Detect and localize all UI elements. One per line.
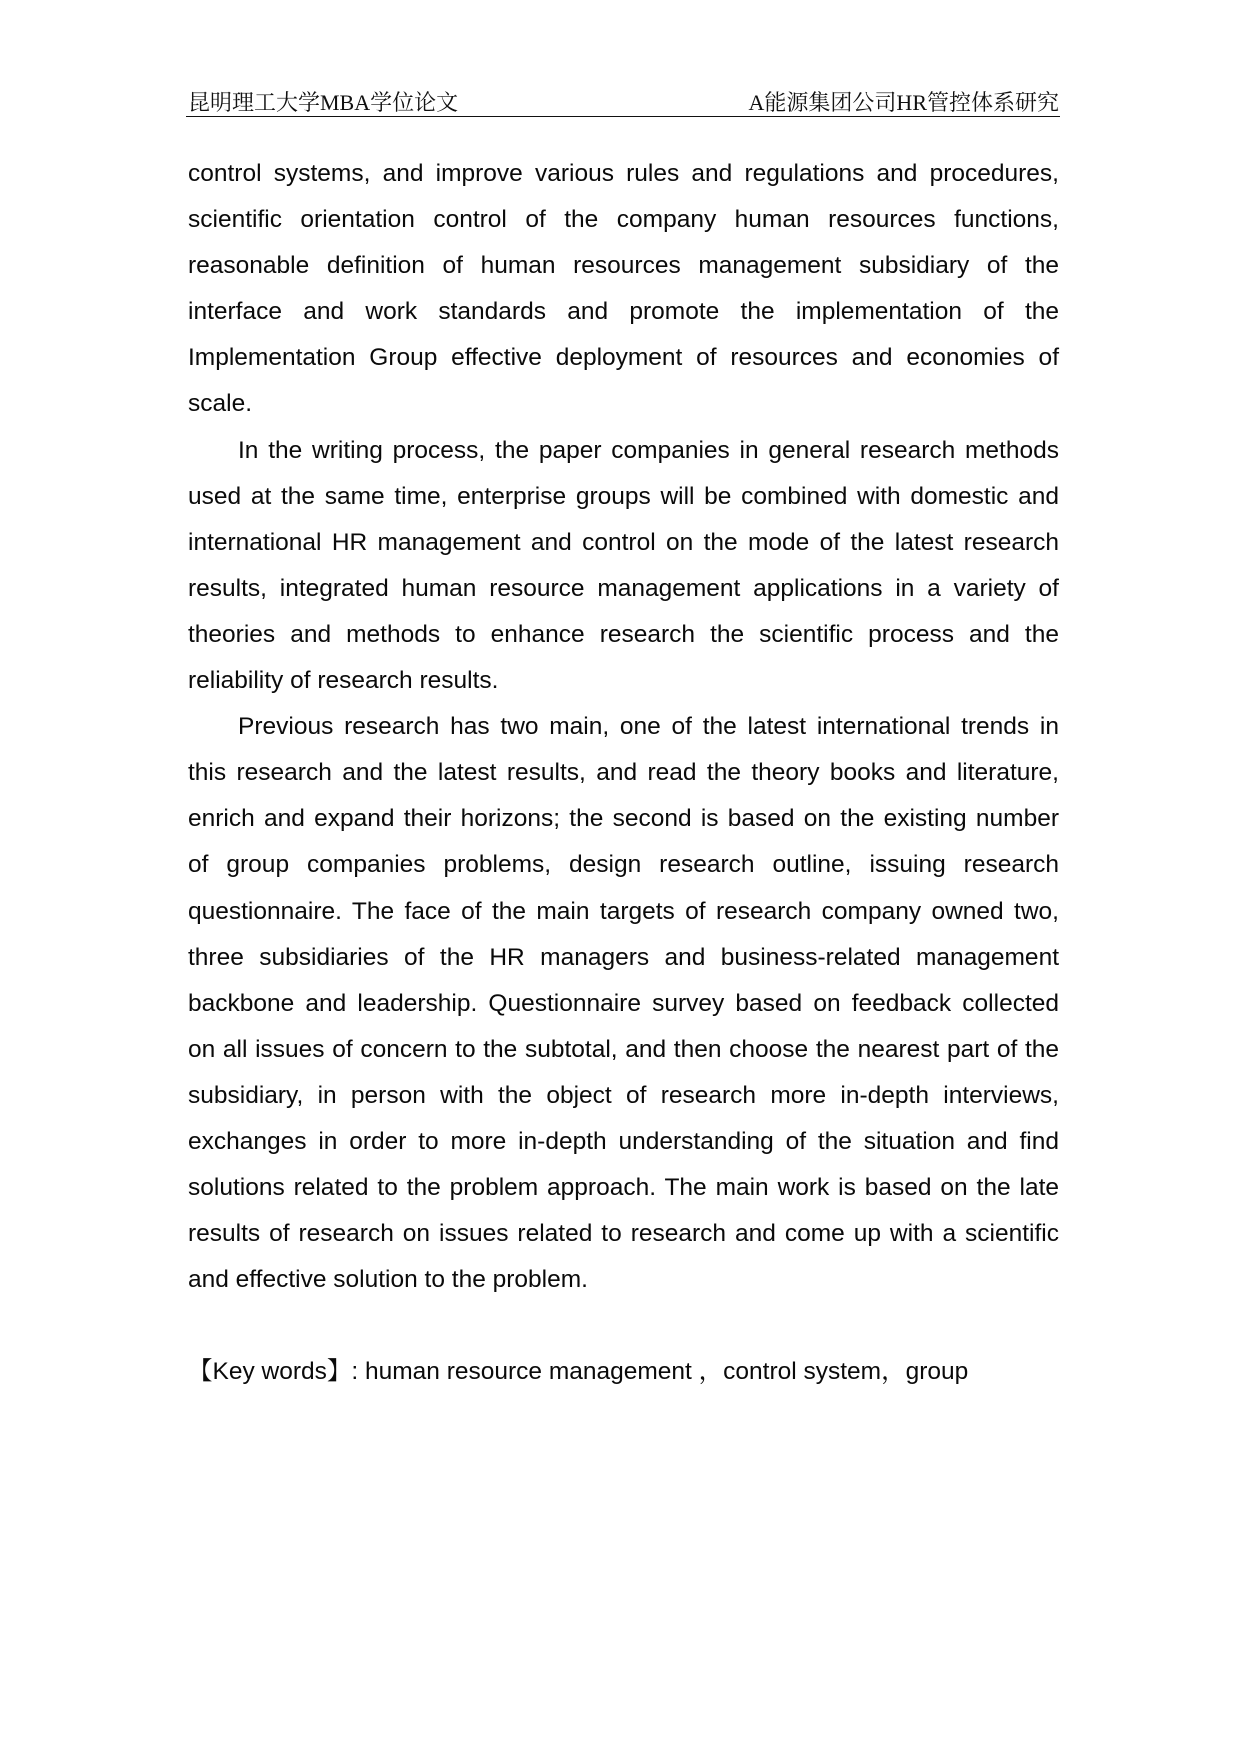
text-line: In the writing process, the paper companies in general research methods: [238, 436, 1059, 464]
text-line: control systems, and improve various rules and regulations and procedures,: [188, 160, 1059, 187]
text-line: this research and the latest results, and read the theory books and literature,: [188, 759, 1059, 787]
running-header: [186, 88, 1060, 116]
text-line: reasonable definition of human resources management subsidiary of the: [188, 252, 1059, 280]
header-rule: [186, 116, 1060, 117]
text-line: international HR management and control on the mode of the latest research: [188, 528, 1059, 556]
keywords-label: 【Key words】:: [188, 1358, 359, 1386]
text-line: results, integrated human resource management applications in a variety of: [188, 574, 1059, 602]
keywords-line: [188, 1349, 1059, 1395]
keywords-terms: human resource management ，control system，group: [365, 1358, 969, 1386]
text-line: scientific orientation control of the company human resources functions,: [188, 206, 1059, 234]
text-line: backbone and leadership. Questionnaire survey based on feedback collected: [188, 989, 1059, 1017]
text-line: theories and methods to enhance research the scientific process and the: [188, 620, 1059, 648]
text-line: reliability of research results.: [188, 667, 499, 695]
text-line: results of research on issues related to research and come up with a scientific: [188, 1220, 1059, 1248]
abstract-body: [188, 151, 1059, 1396]
text-line: enrich and expand their horizons; the second is based on the existing number: [188, 805, 1059, 833]
text-line: of group companies problems, design research outline, issuing research: [188, 851, 1059, 879]
text-line: subsidiary, in person with the object of research more in-depth interviews,: [188, 1081, 1059, 1109]
text-line: interface and work standards and promote the implementation of the: [188, 298, 1059, 326]
text-line: exchanges in order to more in-depth understanding of the situation and find: [188, 1127, 1059, 1155]
text-line: solutions related to the problem approach. The main work is based on the late: [188, 1174, 1059, 1202]
header-left-title: 昆明理工大学MBA学位论文: [188, 90, 459, 115]
text-line: and effective solution to the problem.: [188, 1266, 588, 1294]
text-line: used at the same time, enterprise groups will be combined with domestic and: [188, 482, 1059, 510]
text-line: scale.: [188, 390, 253, 418]
text-line: Implementation Group effective deployment of resources and economies of: [188, 344, 1059, 372]
paragraph-1: [188, 151, 1059, 428]
text-line: questionnaire. The face of the main targets of research company owned two,: [188, 897, 1059, 925]
text-line: three subsidiaries of the HR managers and business-related management: [188, 943, 1059, 971]
text-line: on all issues of concern to the subtotal, and then choose the nearest part of the: [188, 1035, 1059, 1063]
header-right-title: A能源集团公司HR管控体系研究: [748, 90, 1059, 115]
paragraph-2: [188, 428, 1059, 705]
paragraph-3: [188, 704, 1059, 1303]
text-line: Previous research has two main, one of the latest international trends in: [238, 713, 1059, 741]
